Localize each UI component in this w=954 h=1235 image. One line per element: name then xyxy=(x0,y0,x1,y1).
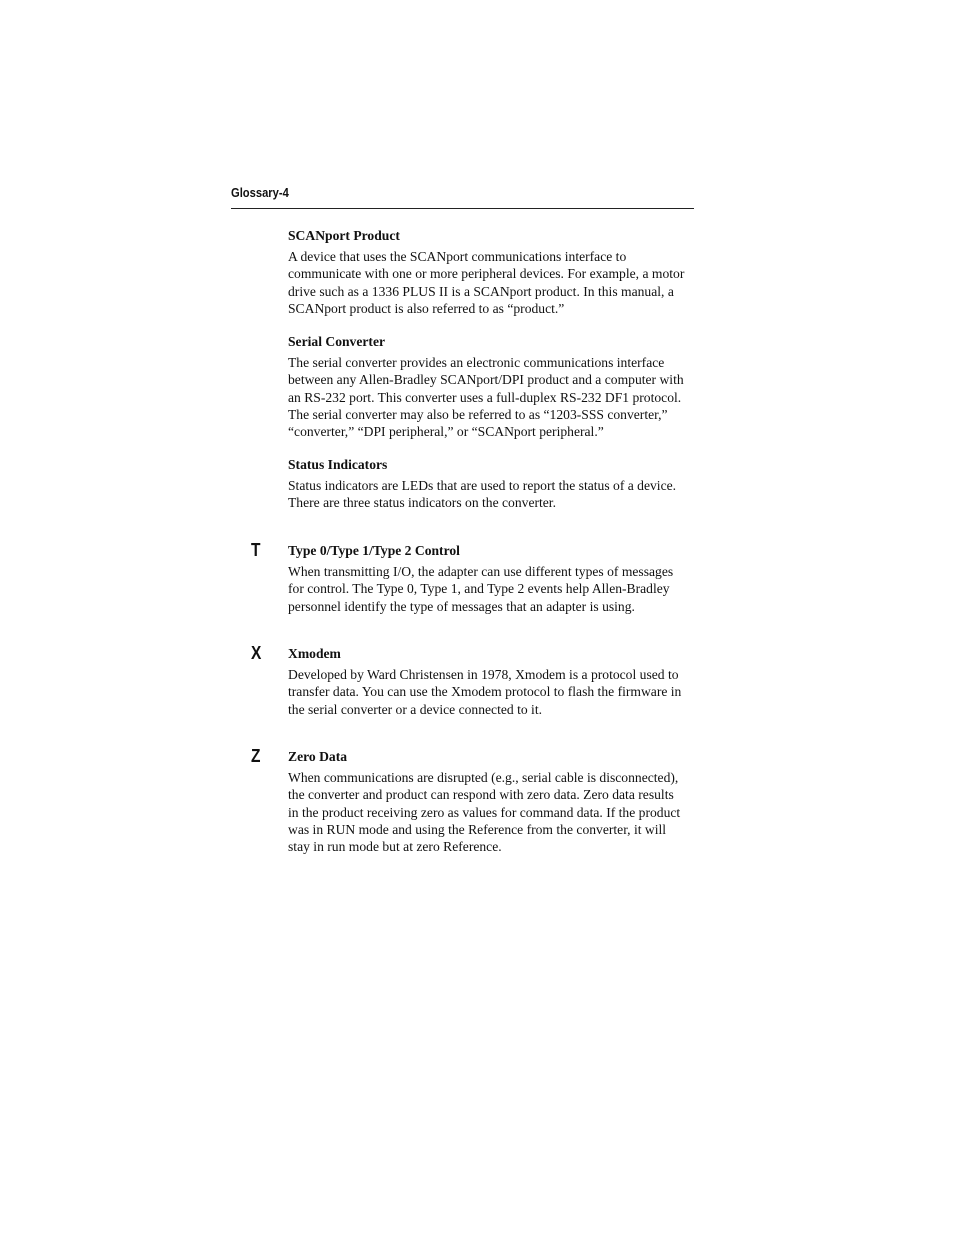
term-title: Serial Converter xyxy=(288,334,386,349)
definition-line: personnel identify the type of messages that an adapter is using. xyxy=(288,598,635,614)
term-title: Type 0/Type 1/Type 2 Control xyxy=(288,543,460,558)
term-title: Status Indicators xyxy=(288,457,388,472)
definition-line: There are three status indicators on the converter. xyxy=(288,495,556,511)
definition-line: Status indicators are LEDs that are used to report the status of a device. xyxy=(288,478,677,493)
definition-line: stay in run mode but at zero Reference. xyxy=(288,839,502,855)
definition-line: the converter and product can respond with zero data. Zero data results xyxy=(288,787,674,803)
definition-line: the serial converter or a device connected to it. xyxy=(288,701,543,717)
term-title: Zero Data xyxy=(288,749,348,764)
definition-line: The serial converter provides an electronic communications interface xyxy=(288,355,665,370)
glossary-entry-scanport-product xyxy=(288,227,696,317)
definition-line: A device that uses the SCANport communications interface to xyxy=(288,249,627,264)
page-number-label: Glossary-4 xyxy=(231,185,289,200)
definition-line: transfer data. You can use the Xmodem protocol to flash the firmware in xyxy=(288,684,682,700)
definition-line: in the product receiving zero as values for command data. If the product xyxy=(288,804,681,820)
definition-line: between any Allen-Bradley SCANport/DPI product and a computer with xyxy=(288,372,684,388)
glossary-entry-zero-data xyxy=(288,748,696,855)
section-letter-t: T xyxy=(251,540,261,560)
term-definition xyxy=(288,248,696,317)
definition-line: “converter,” “DPI peripheral,” or “SCANport peripheral.” xyxy=(288,424,604,440)
definition-line: drive such as a 1336 PLUS II is a SCANport product. In this manual, a xyxy=(288,283,674,299)
definition-line: When communications are disrupted (e.g., serial cable is disconnected), xyxy=(288,770,679,785)
definition-line: Developed by Ward Christensen in 1978, Xmodem is a protocol used to xyxy=(288,667,679,682)
term-definition xyxy=(288,769,696,855)
glossary-entry-type-control xyxy=(288,542,696,615)
term-definition xyxy=(288,666,696,718)
page-header xyxy=(231,184,694,209)
definition-line: was in RUN mode and using the Reference from the converter, it will xyxy=(288,821,667,837)
glossary-entry-serial-converter xyxy=(288,333,696,440)
definition-line: for control. The Type 0, Type 1, and Type 2 events help Allen-Bradley xyxy=(288,581,670,597)
term-definition xyxy=(288,477,696,512)
section-letter-x: X xyxy=(251,643,262,663)
definition-line: communicate with one or more peripheral devices. For example, a motor xyxy=(288,266,685,282)
glossary-entry-status-indicators xyxy=(288,456,696,512)
term-title: Xmodem xyxy=(288,646,341,661)
term-definition xyxy=(288,354,696,440)
definition-line: an RS-232 port. This converter uses a full-duplex RS-232 DF1 protocol. xyxy=(288,389,682,405)
definition-line: The serial converter may also be referred to as “1203-SSS converter,” xyxy=(288,406,668,422)
glossary-entry-xmodem xyxy=(288,645,696,718)
term-title: SCANport Product xyxy=(288,228,400,243)
term-definition xyxy=(288,563,696,615)
definition-line: When transmitting I/O, the adapter can use different types of messages xyxy=(288,564,674,579)
definition-line: SCANport product is also referred to as “product.” xyxy=(288,300,565,316)
section-letter-z: Z xyxy=(251,746,261,766)
